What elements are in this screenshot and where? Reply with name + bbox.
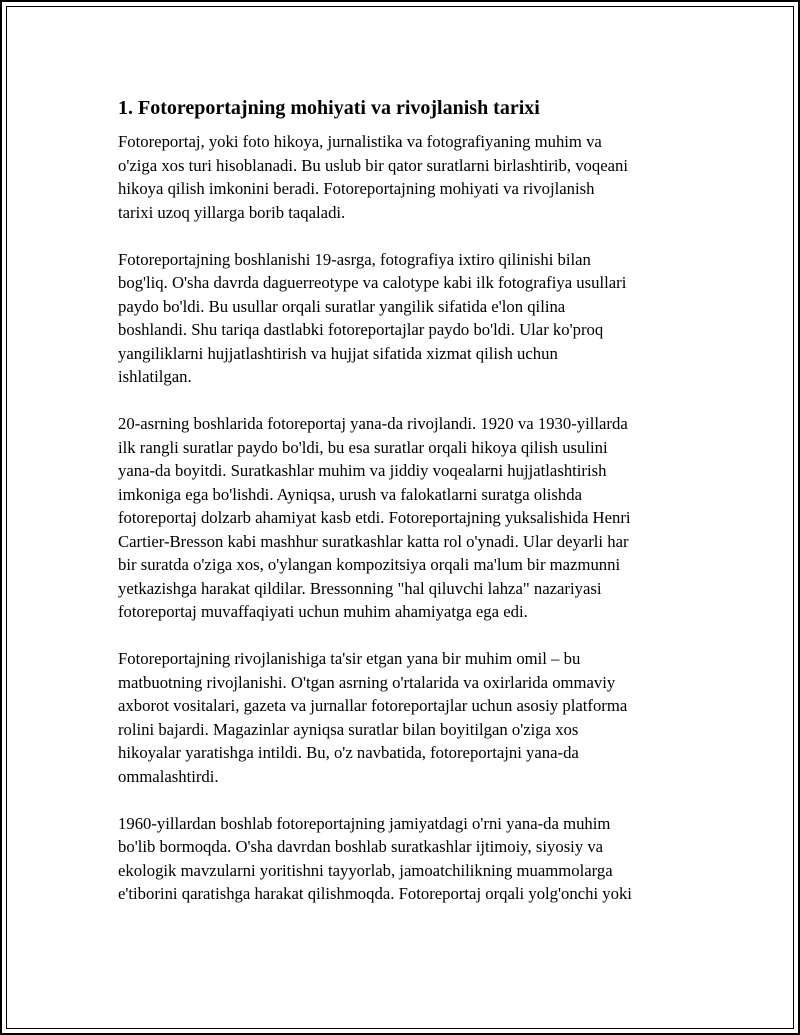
text-line: hikoya qilish imkonini beradi. Fotoreportajning mohiyati va rivojlanish xyxy=(118,179,595,198)
text-line: ilk rangli suratlar paydo bo'ldi, bu esa suratlar orqali hikoya qilish usulini xyxy=(118,437,608,457)
paragraph-2 xyxy=(118,248,690,389)
text-line: boshlandi. Shu tariqa dastlabki fotoreportajlar paydo bo'ldi. Ular ko'proq xyxy=(118,320,604,339)
text-line: ommalashtirdi. xyxy=(118,766,219,786)
text-line: Cartier-Bresson kabi mashhur suratkashlar katta rol o'ynadi. Ular deyarli har xyxy=(118,531,629,551)
text-line: hikoyalar yaratishga intildi. Bu, o'z navbatida, fotoreportajni yana-da xyxy=(118,743,579,762)
text-line: yangiliklarni hujjatlashtirish va hujjat sifatida xizmat qilish uchun xyxy=(118,343,558,363)
text-line: bo'lib bormoqda. O'sha davrdan boshlab suratkashlar ijtimoiy, siyosiy va xyxy=(118,837,604,856)
text-line: rolini bajardi. Magazinlar ayniqsa suratlar bilan boyitilgan o'ziga xos xyxy=(118,719,579,739)
text-line: paydo bo'ldi. Bu usullar orqali suratlar yangilik sifatida e'lon qilina xyxy=(118,296,566,316)
text-line: fotoreportaj muvaffaqiyati uchun muhim ahamiyatga ega edi. xyxy=(118,602,528,621)
text-line: matbuotning rivojlanishi. O'tgan asrning o'rtalarida va oxirlarida ommaviy xyxy=(118,672,616,692)
text-line: imkoniga ega bo'lishdi. Ayniqsa, urush va falokatlarni suratga olishda xyxy=(118,484,582,504)
text-line: tarixi uzoq yillarga borib taqaladi. xyxy=(118,202,346,222)
text-line: Fotoreportajning boshlanishi 19-asrga, fotografiya ixtiro qilinishi bilan xyxy=(118,249,591,269)
text-line: 20-asrning boshlarida fotoreportaj yana-da rivojlandi. 1920 va 1930-yillarda xyxy=(118,414,628,433)
text-line: e'tiborini qaratishga harakat qilishmoqda. Fotoreportaj orqali yolg'onchi yoki xyxy=(118,884,632,903)
text-line: ekologik mavzularni yoritishni tayyorlab, jamoatchilikning muammolarga xyxy=(118,860,613,880)
text-line: Fotoreportaj, yoki foto hikoya, jurnalistika va fotografiyaning muhim va xyxy=(118,132,602,151)
text-line: yetkazishga harakat qildilar. Bressonning "hal qiluvchi lahza" nazariyasi xyxy=(118,578,602,598)
paragraph-5 xyxy=(118,812,690,906)
paragraph-4 xyxy=(118,647,690,788)
text-line: bir suratda o'ziga xos, o'ylangan kompozitsiya orqali ma'lum bir mazmunni xyxy=(118,555,621,574)
text-line: yana-da boyitdi. Suratkashlar muhim va jiddiy voqealarni hujjatlashtirish xyxy=(118,461,607,480)
text-line: axborot vositalari, gazeta va jurnallar fotoreportajlar uchun asosiy platforma xyxy=(118,696,628,715)
section-heading: 1. Fotoreportajning mohiyati va rivojlanish tarixi xyxy=(118,97,540,119)
paragraph-3 xyxy=(118,412,690,624)
document-body xyxy=(118,94,690,929)
text-line: Fotoreportajning rivojlanishiga ta'sir etgan yana bir muhim omil – bu xyxy=(118,649,581,668)
text-line: o'ziga xos turi hisoblanadi. Bu uslub bir qator suratlarni birlashtirib, voqeani xyxy=(118,155,629,175)
text-line: fotoreportaj dolzarb ahamiyat kasb etdi. Fotoreportajning yuksalishida Henri xyxy=(118,508,631,527)
text-line: bog'liq. O'sha davrda daguerreotype va calotype kabi ilk fotografiya usullari xyxy=(118,273,627,292)
paragraph-1 xyxy=(118,130,690,224)
text-line: 1960-yillardan boshlab fotoreportajning jamiyatdagi o'rni yana-da muhim xyxy=(118,813,611,833)
text-line: ishlatilgan. xyxy=(118,367,192,386)
